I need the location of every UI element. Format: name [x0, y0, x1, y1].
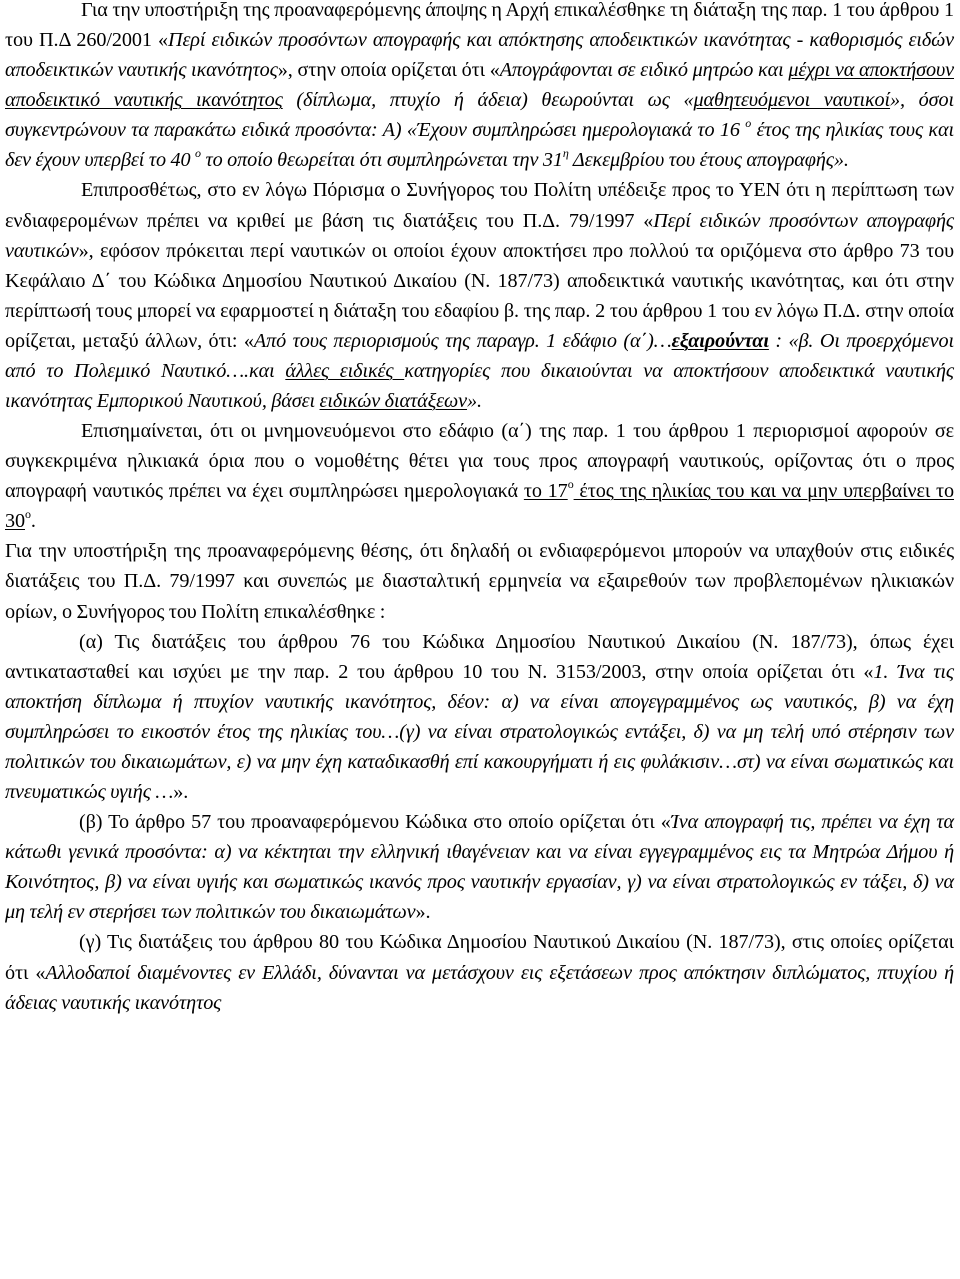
text-run: Απογράφονται σε ειδικό μητρώο και — [499, 59, 789, 82]
text-run: Για την υποστήριξη της προαναφερόμενης άποψης η Αρχή επικαλέσθηκε τη διάταξη της παρ. 1 του άρθρου 1 του Π.Δ 260/2001 « — [5, 0, 954, 52]
underlined-text: μαθητευόμενοι ναυτικοί — [693, 89, 891, 112]
text-run: ». — [415, 901, 431, 924]
underlined-text: ειδικών διατάξεων — [319, 390, 468, 413]
superscript: ο — [195, 146, 201, 161]
text-run: Δεκεμβρίου του έτους απογραφής». — [568, 149, 849, 172]
bold-underlined-text: εξαιρούνται — [671, 329, 769, 352]
underlined-text: το 17 — [523, 480, 568, 503]
underlined-text: έτος της ηλικίας του και να μην υπερβαίνει το 30 — [5, 480, 954, 533]
text-run: », στην οποία ορίζεται ότι « — [277, 59, 500, 82]
list-item-a — [5, 627, 954, 807]
text-run: κατηγορίες που δικαιούνται να αποκτήσουν αποδεικτικά ναυτικής ικανότητας Εμπορικού Ναυτικού, βάσει — [5, 359, 954, 413]
text-run: (α) Τις διατάξεις του άρθρου 76 του Κώδικα Δημοσίου Ναυτικού Δικαίου (Ν. 187/73), όπως έχει αντικατασταθεί και ισχύει με την παρ. 2 του άρθρου 10 του Ν. 3153/2003, στην οποία ορίζεται ότι « — [5, 630, 954, 683]
text-run: (δίπλωμα, πτυχίο ή άδεια) θεωρούνται ως « — [282, 89, 694, 112]
text-run: Ίνα απογραφή τις, πρέπει να έχη τα κάτωθι γενικά προσόντα: α) να κέκτηται την ελληνική ιθαγένειαν και να είναι εγγεγραμμένος εις τα Μητρώα Δήμου ή Κοινότητος, β) να είναι υγιής και σωματικώς ικανός προς ναυτικήν εργασίαν, γ) να είναι στρατολογικώς εν τάξει, δ) να μη τελή εν στερήσει των πολιτικών του δικαιωμάτων — [5, 811, 954, 924]
text-run: », εφόσον πρόκειται περί ναυτικών οι οποίοι έχουν αποκτήσει προ πολλού τα οριζόμενα στο άρθρο 73 του Κεφάλαιο Δ΄ του Κώδικα Δημοσίου Ναυτικού Δικαίου (Ν. 187/73) αποδεικτικά ναυτικής ικανότητας, και ότι στην περίπτωσή τους μπορεί να εφαρμοστεί η διάταξη του εδαφίου β. της παρ. 2 του άρθρου 1 του εν λόγω Π.Δ. στην οποία ορίζεται, μεταξύ άλλων, ότι: « — [5, 239, 954, 352]
text-run: Για την υποστήριξη της προαναφερόμενης θέσης, ότι δηλαδή οι ενδιαφερόμενοι μπορούν να υπαχθούν στις ειδικές διατάξεις του Π.Δ. 79/1997 και συνεπώς με διασταλτική ερμηνεία να εξαιρεθούν των προβλεπομένων ηλικιακών ορίων, ο Συνήγορος του Πολίτη επικαλέσθηκε : — [5, 540, 954, 623]
text-run: Επιπροσθέτως, στο εν λόγω Πόρισμα ο Συνήγορος του Πολίτη υπέδειξε προς το ΥΕΝ ότι η περίπτωση των ενδιαφερομένων πρέπει να κριθεί με βάση τις διατάξεις του Π.Δ. 79/1997 « — [5, 179, 954, 232]
list-item-c — [5, 927, 954, 1017]
text-run: », όσοι συγκεντρώνουν τα παρακάτω ειδικά προσόντα: Α) «Έχουν συμπληρώσει ημερολογιακά το 16 — [5, 89, 954, 142]
paragraph-2 — [5, 175, 954, 416]
text-run: β. Οι προερχόμενοι από το Πολεμικό Ναυτικό….και — [5, 329, 954, 382]
text-run: Περί ειδικών προσόντων απογραφής ναυτικών — [5, 209, 954, 262]
list-item-b — [5, 807, 954, 927]
text-run: ». — [173, 781, 189, 804]
text-run: Περί ειδικών προσόντων απογραφής και απόκτησης αποδεικτικών ικανότητας - καθορισμός ειδών αποδεικτικών ναυτικής ικανότητος — [5, 29, 954, 82]
superscript: ο — [745, 116, 752, 131]
text-run: : « — [768, 329, 799, 352]
text-run: Αλλοδαποί διαμένοντες εν Ελλάδι, δύνανται να μετάσχουν εις εξετάσεων προς απόκτησιν διπλώματος, πτυχίου ή άδειας ναυτικής ικανότητος — [5, 961, 955, 1014]
text-run: (γ) Τις διατάξεις του άρθρου 80 του Κώδικα Δημοσίου Ναυτικού Δικαίου (Ν. 187/73), στις οποίες ορίζεται ότι « — [5, 931, 954, 984]
text-run: ». — [467, 390, 482, 413]
text-run: Από τους περιορισμούς της παραγρ. 1 εδάφιο (α΄)… — [253, 329, 672, 352]
underlined-text: άλλες ειδικές — [285, 359, 405, 382]
text-run: (β) Το άρθρο 57 του προαναφερόμενου Κώδικα στο οποίο ορίζεται ότι « — [79, 811, 671, 834]
text-run: 1. Ίνα τις αποκτήση δίπλωμα ή πτυχίον ναυτικής ικανότητος, δέον: α) να είναι απογεγραμμένος ως ναυτικός, β) να έχη συμπληρώσει το εικοστόν έτος της ηλικίας του…(γ) να είναι στρατολογικώς εντάξει, δ) να μη τελή υπό στέρησιν των πολιτικών του δικαιωμάτων, ε) να μην έχη καταδικασθή επί κακουργήματι ή εις φυλάκισιν…στ) να είναι σωματικώς και πνευματικώς υγιής … — [5, 660, 954, 804]
paragraph-4 — [5, 536, 954, 626]
underlined-text: μέχρι να αποκτήσουν αποδεικτικό ναυτικής ικανότητος — [5, 59, 955, 112]
text-run: το οποίο θεωρείται ότι συμπληρώνεται την 31 — [200, 149, 563, 172]
superscript: η — [562, 146, 569, 161]
text-run: . — [30, 510, 36, 533]
superscript: ο — [567, 477, 574, 492]
text-run: έτος της ηλικίας τους και δεν έχουν υπερβεί το 40 — [5, 119, 955, 172]
text-run: Επισημαίνεται, ότι οι μνημονευόμενοι στο εδάφιο (α΄) της παρ. 1 του άρθρου 1 περιορισμοί αφορούν σε συγκεκριμένα ηλικιακά όρια που ο νομοθέτης θέτει για τους προς απογραφή ναυτικούς, ορίζοντας ότι ο προς απογραφή ναυτικός πρέπει να έχει συμπληρώσει ημερολογιακά — [5, 420, 954, 503]
paragraph-3 — [5, 416, 954, 536]
superscript: ο — [25, 507, 31, 522]
paragraph-1 — [5, 0, 954, 175]
